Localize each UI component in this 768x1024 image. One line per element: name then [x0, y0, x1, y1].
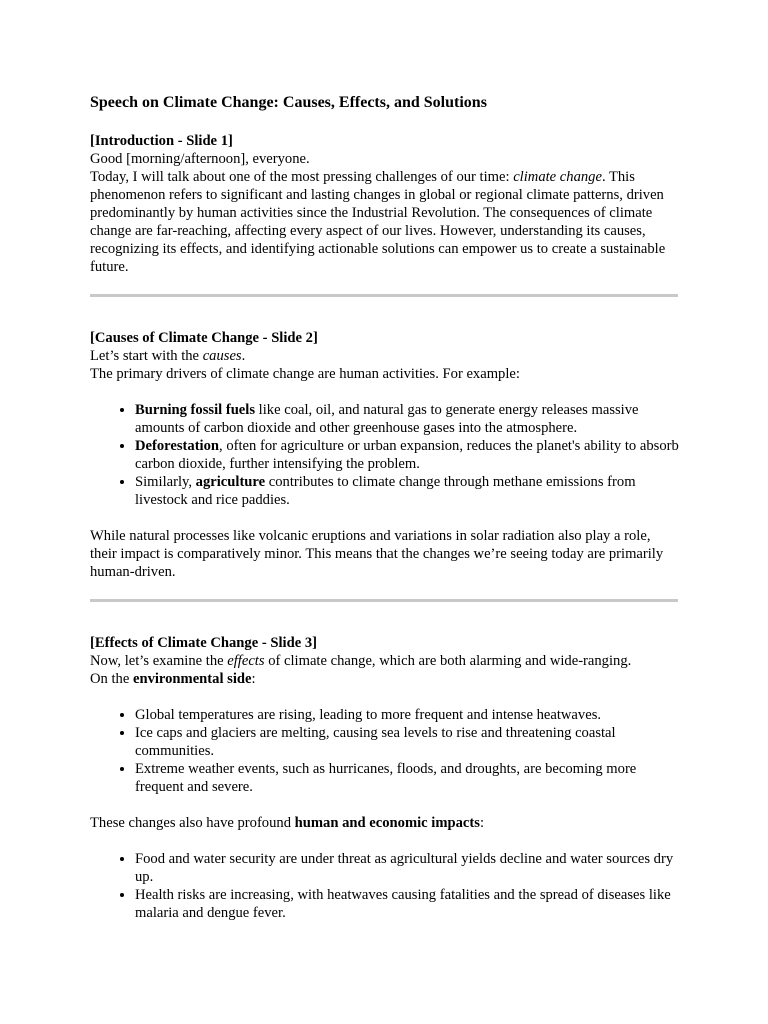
effects-human-lead	[90, 814, 680, 832]
intro-emphasis: climate change	[513, 169, 602, 185]
item-bold: Deforestation	[135, 438, 220, 454]
intro-heading: [Introduction - Slide 1]	[90, 133, 233, 149]
item-bold: Burning fossil fuels	[135, 402, 256, 418]
list-item: • Global temperatures are rising, leading to more frequent and intense heatwaves.	[135, 706, 680, 724]
effects-env-lead	[90, 670, 680, 688]
intro-paragraph	[90, 168, 680, 276]
env-text-a: On the	[90, 671, 133, 687]
section-divider	[90, 294, 678, 297]
effects-lead-text-b: of climate change, which are both alarming and wide-ranging.	[264, 653, 632, 669]
human-effects-list	[90, 850, 680, 922]
list-item	[135, 473, 680, 509]
effects-lead-emphasis: effects	[227, 653, 265, 669]
effects-heading: [Effects of Climate Change - Slide 3]	[90, 635, 317, 651]
item-post: , often for agriculture or urban expansion, reduces the planet's ability to absorb carbon dioxide, further intensifying the problem.	[135, 438, 679, 472]
env-bold: environmental side	[132, 671, 252, 687]
list-item	[135, 437, 680, 473]
causes-section	[90, 329, 680, 581]
env-text-b: :	[251, 671, 256, 687]
item-post: like coal, oil, and natural gas to generate energy releases massive amounts of carbon dioxide and other greenhouse gases into the atmosphere.	[135, 402, 639, 436]
list-item: • Health risks are increasing, with heatwaves causing fatalities and the spread of diseases like malaria and dengue fever.	[135, 886, 680, 922]
document-page	[90, 92, 680, 940]
intro-greeting: Good [morning/afternoon], everyone.	[90, 151, 310, 167]
human-text-b: :	[479, 815, 484, 831]
item-bold: agriculture	[195, 474, 266, 490]
item-post: contributes to climate change through methane emissions from livestock and rice paddies.	[135, 474, 636, 508]
causes-closing: While natural processes like volcanic eruptions and variations in solar radiation also play a role, their impact is comparatively minor. This means that the changes we’re seeing today are primarily human-driven.	[90, 528, 664, 580]
causes-list	[90, 401, 680, 509]
list-item: • Food and water security are under threat as agricultural yields decline and water sources dry up.	[135, 850, 680, 886]
effects-lead-text-a: Now, let’s examine the	[90, 653, 228, 669]
section-divider	[90, 599, 678, 602]
causes-lead-2: The primary drivers of climate change are human activities. For example:	[90, 366, 520, 382]
causes-lead-emphasis: causes	[202, 348, 242, 364]
list-item	[135, 401, 680, 437]
page-title: Speech on Climate Change: Causes, Effects, and Solutions	[90, 94, 487, 111]
item-pre: Similarly,	[135, 474, 196, 490]
human-text-a: These changes also have profound	[90, 815, 295, 831]
list-item: • Extreme weather events, such as hurricanes, floods, and droughts, are becoming more frequent and severe.	[135, 760, 680, 796]
list-item: • Ice caps and glaciers are melting, causing sea levels to rise and threatening coastal communities.	[135, 724, 680, 760]
intro-section	[90, 132, 680, 276]
effects-lead	[90, 652, 680, 670]
intro-text-b: . This phenomenon refers to significant and lasting changes in global or regional climate patterns, driven predominantly by human activities since the Industrial Revolution. The consequences of climate change are far-reaching, affecting every aspect of our lives. However, understanding its causes, recognizing its effects, and identifying actionable solutions can empower us to create a sustainable future.	[90, 169, 666, 275]
causes-lead	[90, 347, 680, 365]
causes-lead-text-b: .	[241, 348, 246, 364]
human-bold: human and economic impacts	[294, 815, 480, 831]
environmental-effects-list	[90, 706, 680, 796]
effects-section	[90, 634, 680, 922]
intro-text-a: Today, I will talk about one of the most pressing challenges of our time:	[90, 169, 514, 185]
causes-lead-text-a: Let’s start with the	[90, 348, 203, 364]
causes-heading: [Causes of Climate Change - Slide 2]	[90, 330, 318, 346]
